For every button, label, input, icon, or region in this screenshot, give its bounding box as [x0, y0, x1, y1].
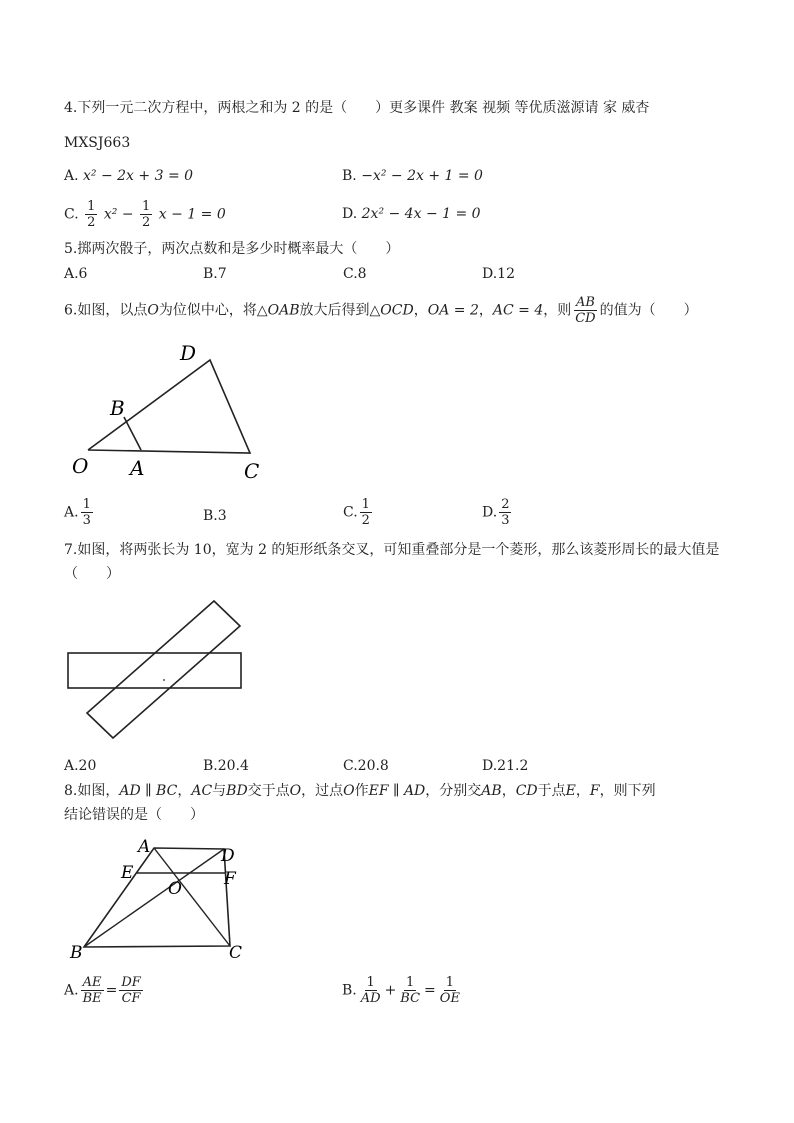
- q4-option-d-expr: 2x² − 4x − 1 = 0: [361, 206, 481, 222]
- q4-stem-line2: MXSJ663: [64, 135, 131, 151]
- q7-option-a[interactable]: A.20: [64, 758, 97, 774]
- q7-diagonal-strip: [87, 601, 240, 738]
- q6-label-a: A: [130, 456, 145, 480]
- q8-label-e: E: [121, 863, 134, 883]
- q8-diagonal-ac: [154, 848, 230, 946]
- q4-option-d[interactable]: D. 2x² − 4x − 1 = 0: [342, 206, 481, 222]
- q4-option-c-frac1: $\frac{1}{2}$: [87, 199, 96, 230]
- q6-option-c[interactable]: C. $\frac{1}{2}$: [343, 497, 370, 528]
- q6-segment-ab: [124, 417, 141, 450]
- q8-option-a[interactable]: A. $\frac{AE}{BE}$ = $\frac{DF}{CF}$: [64, 975, 141, 1006]
- q8-stem: 8.如图，AD ∥ BC，AC与BD交于点O，过点O作EF ∥ AD，分别交AB，CD于点E，F，则下列: [64, 783, 656, 799]
- q6-figure: [64, 338, 284, 488]
- q7-option-d[interactable]: D.21.2: [482, 758, 529, 774]
- q6-stem: 6.如图，以点O为位似中心，将△OAB放大后得到△OCD，OA = 2，AC = 4，则 $\frac{AB}{CD}$ 的值为（ ）: [64, 295, 698, 326]
- q7-stem-line2: （ ）: [64, 566, 120, 582]
- q4-option-c[interactable]: C. $\frac{1}{2}$ x² − $\frac{1}{2}$ x − 1 = 0: [64, 199, 226, 230]
- q8-label-o: O: [168, 879, 182, 899]
- q6-option-a[interactable]: A. $\frac{1}{3}$: [64, 497, 91, 528]
- q4-option-a[interactable]: A. x² − 2x + 3 = 0: [64, 168, 194, 184]
- q4-option-b[interactable]: B. −x² − 2x + 1 = 0: [342, 168, 483, 184]
- q8-label-c: C: [229, 943, 243, 963]
- q7-option-b[interactable]: B.20.4: [203, 758, 249, 774]
- q8-label-a: A: [138, 837, 151, 857]
- q8-label-f: F: [224, 869, 236, 889]
- q4-option-a-expr: x² − 2x + 3 = 0: [83, 168, 194, 184]
- q8-label-b: B: [70, 943, 83, 963]
- q6-label-o: O: [72, 454, 89, 478]
- q6-label-b: B: [110, 396, 125, 420]
- q7-center-dot: [163, 679, 165, 681]
- q4-option-b-expr: −x² − 2x + 1 = 0: [361, 168, 483, 184]
- q6-label-c: C: [244, 459, 260, 483]
- q7-option-c[interactable]: C.20.8: [343, 758, 389, 774]
- q8-diagonal-bd: [84, 849, 224, 947]
- q4-stem: 4.下列一元二次方程中，两根之和为 2 的是（ ）更多课件 教案 视频 等优质滋源请 家 威杏: [64, 100, 650, 116]
- q5-stem: 5.掷两次骰子，两次点数和是多少时概率最大（ ）: [64, 241, 400, 257]
- q8-option-b[interactable]: B. $\frac{1}{AD}$ + $\frac{1}{BC}$ = $\frac{1}{OE}$: [342, 975, 460, 1006]
- q8-label-d: D: [221, 846, 235, 866]
- q5-option-b[interactable]: B.7: [203, 266, 227, 282]
- q7-stem: 7.如图，将两张长为 10，宽为 2 的矩形纸条交叉，可知重叠部分是一个菱形，那么该菱形周长的最大值是: [64, 542, 720, 558]
- q6-ratio: $\frac{AB}{CD}$: [575, 295, 596, 326]
- q8-stem-line2: 结论错误的是（ ）: [64, 807, 204, 823]
- q5-option-d[interactable]: D.12: [482, 266, 515, 282]
- q5-option-a[interactable]: A.6: [64, 266, 88, 282]
- q7-figure: [64, 596, 254, 746]
- q4-option-c-frac2: $\frac{1}{2}$: [142, 199, 151, 230]
- q6-option-b[interactable]: B.3: [203, 508, 227, 524]
- q6-option-d[interactable]: D. $\frac{2}{3}$: [482, 497, 510, 528]
- q7-horizontal-strip: [68, 653, 241, 688]
- q5-option-c[interactable]: C.8: [343, 266, 367, 282]
- q8-figure: [64, 834, 264, 966]
- q6-label-d: D: [180, 341, 197, 365]
